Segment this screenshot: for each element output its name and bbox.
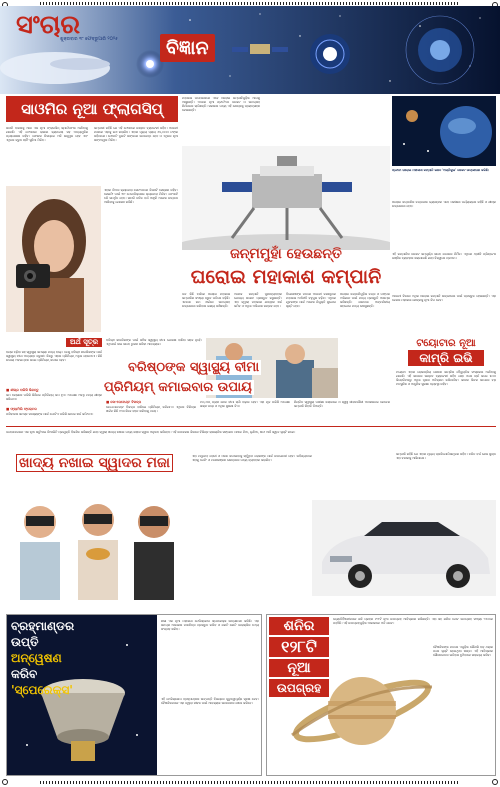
space-body-col2: ଅନେକ କମ୍ପାନି ପୁନଃବ୍ୟବହାର ଯୋଗ୍ୟ ରକେଟ ପ୍ରସ୍ତୁତ କରୁଛନ୍ତି। ଏହା ଦ୍ୱାରା ମହାକାଶ ଯାତ୍ରାର ଖର୍ଚ୍ଚ କମିବ ଓ ଅଧିକ ଅଭିଯାନ ସମ୍ଭବ ହେବ। — [234, 292, 282, 309]
phone-body-col2: କମ୍ପାନୀ କହିଛି ଯେ ଏହି ଫୋନରେ ଉନ୍ନତ ବ୍ୟାଟେରୀ ରହିବ। ଆଗାମୀ ମାସରେ ଏହାକୁ ଲଞ୍ଚ କରାଯିବ। ଏହାର ମୂଲ୍ୟ ପ୍ରାୟ ୬୫,୦୦୦ ଟଙ୍କା ରହିପାରେ। ଫୋନଟି ଦୁଇଟି ରଙ୍ଗରେ ଉପଲବ୍ଧ ହେବ ଓ ଏଥିରେ ନୂଆ ସଫ୍ଟୱେର ମିଳିବ। — [94, 126, 178, 143]
car-headline-1: ଟୟୋଟାର ନୂଆ — [416, 338, 476, 349]
phone-headline: ସାଓମିର ନୂଆ ଫ୍ଲାଗସିପ୍ — [6, 96, 178, 122]
planet-image — [392, 96, 496, 166]
right-top-body: ଏହି କମ୍ପାନିର ରକେଟ ସମ୍ପୂର୍ଣ୍ଣ ଭାବେ ଦେଶରେ ନିର୍ମିତ। ଏଥିରେ ଥ୍ରୀଡି ପ୍ରିଣ୍ଟେଡ ଇଞ୍ଜିନ ବ୍ୟବହାର କରାଯାଇଛି ଯାହା ବିଶ୍ୱରେ ପ୍ରଥମ। — [392, 252, 496, 261]
phone-body-col3: ଏହାର ରିଅର କ୍ୟାମେରା ସେଟଅପରେ ତିନୋଟି ସେନ୍ସର ରହିବ। ସେଲଫି ପାଇଁ ୩୨ ମେଗାପିକ୍ସେଲ କ୍ୟାମେରା ମିଳିବ। ଫୋନଟି ୫ଜି ସମର୍ଥିତ ହେବ। ସାଓମି ଚଳିତ ବର୍ଷ ଆହୁରି ଅନେକ ଉତ୍ପାଦ ଆଣିବାକୁ ଯୋଜନା କରିଛି। — [104, 188, 178, 205]
car-body: ଟୟୋଟା ଏହାର ଲୋକପ୍ରିୟ ସେଡାନ କାମ୍ରିର ବୈଦ୍ୟୁତିକ ସଂସ୍କରଣ ଆଣିବାକୁ ଯାଉଛି। ଏହି କାରରେ ଉନ୍ନତ ବ୍ୟାଟେରୀ ରହିବ ଯାହା ଥରେ ଚାର୍ଜ କଲେ ୫୦୦ କିଲୋମିଟରରୁ ଅଧିକ ଦୂରତା ଅତିକ୍ରମ କରିପାରିବ। କାରର ଭିତର ଭାଗରେ ବଡ଼ ଟଚସ୍କ୍ରିନ ଓ ଆଧୁନିକ ସୁରକ୍ଷା ବ୍ୟବସ୍ଥା ରହିବ। — [396, 370, 496, 387]
right-top-body2: ଆଗାମୀ ଦିନରେ ଅଧିକ ଘରୋଇ କମ୍ପାନି ଉତ୍କ୍ଷେପଣ ପାଇଁ ପ୍ରସ୍ତୁତ ହେଉଛନ୍ତି। ଏହା ଦେଶର ମହାକାଶ କ୍ଷେତ୍ରକୁ ନୂଆ ଦିଗ ଦେବ। — [392, 294, 496, 303]
article-saturn — [266, 614, 496, 776]
print-registration-bar-bottom — [40, 781, 460, 784]
right-top-caption: ପ୍ରଥମ ଘରୋଇ ମହାକାଶ କମ୍ପାନି ଭାବେ 'ଅଗ୍ନିକୁଲ' ରକେଟ ଉତ୍କ୍ଷେପଣ କରିଛି। — [392, 168, 490, 172]
insurance-sub3: ■ କୋ-ପେମେଣ୍ଟ ବିକଳ୍ପ — [106, 400, 142, 404]
saturn-headline-4: ଉପଗ୍ରହ — [269, 679, 329, 697]
telescope-headline-1: ବ୍ରହ୍ମାଣ୍ଡର — [11, 619, 75, 633]
article-telescope — [6, 614, 262, 776]
insurance-col1b: କମ ବୟସରେ ପଲିସି କିଣିଲେ ପ୍ରିମିୟମ୍ କମ ହୁଏ। ଅପେକ୍ଷା ଅବଧି ମଧ୍ୟ ଶୀଘ୍ର ସରିଯାଏ। — [6, 393, 102, 402]
lunar-lander-image — [182, 146, 390, 250]
article-insurance — [6, 338, 392, 422]
car-body2: କମ୍ପାନି କହିଛି ଯେ ଏହାର ମୂଲ୍ୟ ପ୍ରତିଯୋଗିତାମୂଳକ ରହିବ। ଚଳିତ ବର୍ଷ ଶେଷ ସୁଦ୍ଧା ଏହା ବଜାରକୁ ଆସିପାରେ। — [396, 452, 496, 461]
telescope-body2: ଏହି ଟେଲିସ୍କୋପ ବ୍ରହ୍ମାଣ୍ଡର ଉତ୍ପତ୍ତି ବିଷୟରେ ଗୁରୁତ୍ୱପୂର୍ଣ୍ଣ ସୂଚନା ଦେବ। ବୈଜ୍ଞାନିକମାନେ ଏହା ଦ୍ୱାରା ଜୀବନ ପାଇଁ ଆବଶ୍ୟକ ଉପାଦାନର ଖୋଜ କରିବେ। — [161, 697, 259, 706]
insurance-headline-1: ବରିଷ୍ଠଙ୍କ ସ୍ୱାସ୍ଥ୍ୟ ବୀମା — [128, 360, 260, 375]
saturn-headline-2: ୧୨୮ଟି — [269, 637, 329, 657]
saturn-body2: ବୈଜ୍ଞାନିକଙ୍କ ମତରେ ଏଗୁଡ଼ିକ କୌଣସି ବଡ଼ ଧକ୍କା ପରେ ସୃଷ୍ଟି ହୋଇଥିବା ଖଣ୍ଡ। ଏହି ଆବିଷ୍କାର ସୌରଜଗତର ଇତିହାସ ବୁଝିବାରେ ସାହାଯ୍ୟ କରିବ। — [433, 645, 493, 658]
insurance-col2: କୋ-ପେମେଣ୍ଟ ବିକଳ୍ପ ବାଛିଲେ ପ୍ରିମିୟମ୍ କମିଯାଏ। ଏଥିରେ ଚିକିତ୍ସା ଖର୍ଚ୍ଚର କିଛି ଅଂଶ ନିଜେ ବହନ କରିବାକୁ ପଡ଼େ। — [106, 405, 196, 414]
dateline: ଶୁକ୍ରବାର ୧୮ ଫେବ୍ରୁଆରି ୨୦୨୫ — [60, 37, 118, 42]
article-phone — [6, 96, 178, 332]
insurance-tag: ଅର୍ଥ ସୂତ୍ର — [66, 338, 102, 347]
insurance-col4: ନିୟମିତ ସ୍ୱାସ୍ଥ୍ୟ ପରୀକ୍ଷା କରାଇଲେ ଓ ସ୍ୱସ୍ଥ ଜୀବନଶୈଳୀ ଅପନାଇଲେ କେତେକ କମ୍ପାନି ରିହାତି ଦିଅନ୍ତି। — [294, 400, 390, 409]
telescope-headline-3: ଅନ୍ୱେଷଣ — [11, 651, 62, 665]
saturn-headline-3: ନୂଆ — [269, 659, 329, 677]
vr-headline: ଖାଦ୍ୟ ନଖାଇ ସ୍ୱାଦର ମଜା — [16, 454, 173, 472]
space-body-col3: ବିଶେଷଜ୍ଞଙ୍କ ମତରେ ଆଗାମୀ ଦଶନ୍ଧିରେ ମହାକାଶ ଅର୍ଥନୀତି ବହୁଗୁଣ ବଢ଼ିବ। ଏଥିରେ ଯୁବକଙ୍କ ପାଇଁ ଅନେକ ନିଯୁକ୍ତି ସୁଯୋଗ ସୃଷ୍ଟି ହେବ। — [286, 292, 336, 309]
insurance-col1c: ପରିବାରର ସମସ୍ତ ସଦସ୍ୟଙ୍କ ପାଇଁ ଗୋଟିଏ ପଲିସି ନେଲେ ଖର୍ଚ୍ଚ କମିଥାଏ। — [6, 412, 94, 416]
saturn-headline-1: ଶନିର — [269, 617, 329, 635]
car-photo — [312, 500, 496, 596]
car-headline-2: କାମ୍ରି ଇଭି — [408, 350, 484, 366]
masthead-title: ସଂଚାର — [16, 10, 81, 40]
insurance-intro: ବରିଷ୍ଠ ନାଗରିକଙ୍କ ପାଇଁ ସଠିକ ସ୍ୱାସ୍ଥ୍ୟ ବୀମା ଯୋଜନା ବାଛିବା ସହଜ ନୁହେଁ। ଏଥିପାଇଁ ଭଲ ଭାବେ ତୁଳନା କରିବା ଆବଶ୍ୟକ। — [106, 338, 202, 347]
space-intro: ମହାକାଶ ଗବେଷଣାରେ ଏବେ ଘରୋଇ କମ୍ପାନିଗୁଡ଼ିକ ଆଗକୁ ଆସୁଛନ୍ତି। ଅନେକ ନୂଆ ଷ୍ଟାର୍ଟଅପ ରକେଟ ଓ ଉପଗ୍ରହ ନିର୍ମାଣରେ ଲାଗିଛନ୍ତି। ସରକାର ମଧ୍ୟ ଏହି କ୍ଷେତ୍ରକୁ ପ୍ରୋତ୍ସାହନ ଦେଉଛନ୍ତି। — [182, 96, 260, 113]
space-headline-top: ଜନ୍ମମୁହାଁ ହେଉଛନ୍ତି — [230, 246, 342, 262]
space-caption: ଘରୋଇ କମ୍ପାନିର ଚନ୍ଦ୍ରଯାନ ଲ୍ୟାଣ୍ଡର ଏବେ ପରୀକ୍ଷଣ ପର୍ଯ୍ୟାୟରେ ରହିଛି ଓ ଶୀଘ୍ର ଉତ୍କ୍ଷେପଣ ହେବ। — [392, 200, 496, 209]
saturn-body: ଜ୍ୟୋତିର୍ବିଜ୍ଞାନୀମାନେ ଶନି ଗ୍ରହର ୧୨୮ଟି ନୂଆ ଉପଗ୍ରହ ଆବିଷ୍କାର କରିଛନ୍ତି। ଏହା ସହ ଶନିର ମୋଟ ଉପଗ୍ରହ ସଂଖ୍ୟା ୨୭୪ରେ ପହଞ୍ଚିଛି। ଏହି ଉପଗ୍ରହଗୁଡ଼ିକ ଆକାରରେ ଅତି ଛୋଟ। — [333, 617, 493, 626]
vr-body: ଗବେଷକମାନେ ଏକ ନୂଆ ଭର୍ଚୁଆଲ ରିଆଲିଟି ପ୍ରଯୁକ୍ତି ବିକଶିତ କରିଛନ୍ତି ଯାହା ଦ୍ୱାରା ଖାଦ୍ୟ ନଖାଇ ମଧ୍ୟ ତାହାର ସ୍ୱାଦ ଅନୁଭବ କରିହେବ। ଏହି ଉପକରଣ ଜିଭରେ ବିଭିନ୍ନ ରାସାୟନିକ ସଙ୍କେତ ପଠାଇ ମିଠା, ଲୁଣିଆ, ଖଟା ଆଦି ସ୍ୱାଦ ସୃଷ୍ଟି କରେ। — [6, 430, 296, 434]
article-space-company — [182, 96, 390, 332]
vr-body2: ଏହା ମଧୁମେହ ରୋଗୀ ଓ ଓଜନ କମାଇବାକୁ ଚାହୁଁଥିବା ଲୋକଙ୍କ ପାଇଁ ଉପଯୋଗୀ ହେବ। ଭବିଷ୍ୟତରେ ଏହାକୁ ଗେମିଂ ଓ ମନୋରଞ୍ଜନ କ୍ଷେତ୍ରରେ ମଧ୍ୟ ବ୍ୟବହାର କରାଯିବ। — [192, 454, 312, 463]
telescope-body: ନାସା ଏକ ନୂଆ ମହାକାଶ ଟେଲିସ୍କୋପ ସ୍ପେରେକ୍ସ ଉତ୍କ୍ଷେପଣ କରିଛି। ଏହା ସମଗ୍ର ଆକାଶର ମାନଚିତ୍ର ପ୍ରସ୍ତୁତ କରିବ ଓ କୋଟି କୋଟି ଗାଲାକ୍ସିର ତଥ୍ୟ ସଂଗ୍ରହ କରିବ। — [161, 619, 259, 632]
masthead — [0, 6, 500, 94]
telescope-headline-4: କରିବ — [11, 667, 38, 681]
registration-mark — [2, 779, 8, 785]
insurance-headline-2: ପ୍ରିମିୟମ୍ କମାଇବାର ଉପାୟ — [104, 380, 252, 395]
article-vr — [6, 430, 496, 600]
registration-mark — [492, 779, 498, 785]
insurance-col3: ଟପ୍-ଅପ୍ ପ୍ଲାନ ନେଇ ବୀମା ରାଶି ବଢ଼ାଇ ହେବ। ଏହା ମୂଳ ପଲିସି ଅପେକ୍ଷା ଶସ୍ତା ପଡ଼େ ଓ ଅଧିକ ସୁରକ୍ଷା ଦିଏ। — [200, 400, 290, 409]
woman-with-phone-photo — [6, 186, 101, 332]
insurance-sub2: ■ ଫ୍ୟାମିଲି ଫ୍ଲୋଟର — [6, 407, 37, 411]
insurance-sub1: ■ ଶୀଘ୍ର ପଲିସି କିଣନ୍ତୁ — [6, 388, 39, 392]
space-body-col4: ଘରୋଇ କମ୍ପାନିଗୁଡ଼ିକ ଚନ୍ଦ୍ର ଓ ମଙ୍ଗଳ ଅଭିଯାନ ପାଇଁ ମଧ୍ୟ ପ୍ରସ୍ତୁତି ଆରମ୍ଭ କରିଛନ୍ତି। ସେମାନେ ଅନ୍ତର୍ଜାତୀୟ ସହଯୋଗ ମଧ୍ୟ ଖୋଜୁଛନ୍ତି। — [340, 292, 390, 309]
saturn-image — [287, 645, 437, 775]
insurance-col1: ବୟସ ବଢ଼ିବା ସହ ସ୍ୱାସ୍ଥ୍ୟ ସମସ୍ୟା ମଧ୍ୟ ବଢ଼େ। ତେଣୁ ବରିଷ୍ଠ ନାଗରିକଙ୍କ ପାଇଁ ସ୍ୱାସ୍ଥ୍ୟ ବୀମା ଅତ୍ୟନ୍ତ ଜରୁରୀ। କିନ୍ତୁ ଏହାର ପ୍ରିମିୟମ୍ ଅଧିକ ହୋଇଥାଏ। କିଛି ଉପାୟ ଅବଲମ୍ବନ କଲେ ପ୍ରିମିୟମ୍ କମାଇ ହେବ। — [6, 350, 102, 363]
telescope-headline-5: 'ସ୍ପେରେକ୍ସ' — [11, 683, 73, 697]
space-body-col1: ଗତ କିଛି ବର୍ଷରେ ଘରୋଇ ମହାକାଶ କମ୍ପାନିର ସଂଖ୍ୟା ଦ୍ରୁତ ଗତିରେ ବଢ଼ିଛି। ଏମାନେ କମ ଖର୍ଚ୍ଚରେ ଉପଗ୍ରହ ଉତ୍କ୍ଷେପଣ କରିବାର ଲକ୍ଷ୍ୟ ରଖିଛନ୍ତି। — [182, 292, 230, 309]
space-headline-main: ଘରୋଇ ମହାକାଶ କମ୍ପାନି — [190, 266, 382, 288]
telescope-headline-2: ଉପ୍ତି — [11, 635, 39, 649]
print-registration-bar-top — [40, 2, 460, 5]
section-title: ବିଜ୍ଞାନ — [160, 34, 215, 62]
section-divider — [6, 426, 496, 427]
phone-body-col1: ସାଓମି ବଜାରକୁ ଆଉ ଏକ ନୂଆ ଫ୍ଲାଗସିପ୍ ସ୍ମାର୍ଟଫୋନ ଆଣିବାକୁ ଯାଉଛି। ଏହି ଫୋନରେ ଲାଇକା କ୍ୟାମେରା ସହ ଅତ୍ୟାଧୁନିକ ପ୍ରୋସେସର ରହିବ। ଫୋନର ଡିସପ୍ଲେ ଅତି ଉଜ୍ଜ୍ୱଳ ହେବ ଏବଂ ଏଥିରେ ଦ୍ରୁତ ଚାର୍ଜିଂ ସୁବିଧା ମିଳିବ। — [6, 126, 88, 143]
vr-headset-people-photo — [6, 482, 186, 600]
